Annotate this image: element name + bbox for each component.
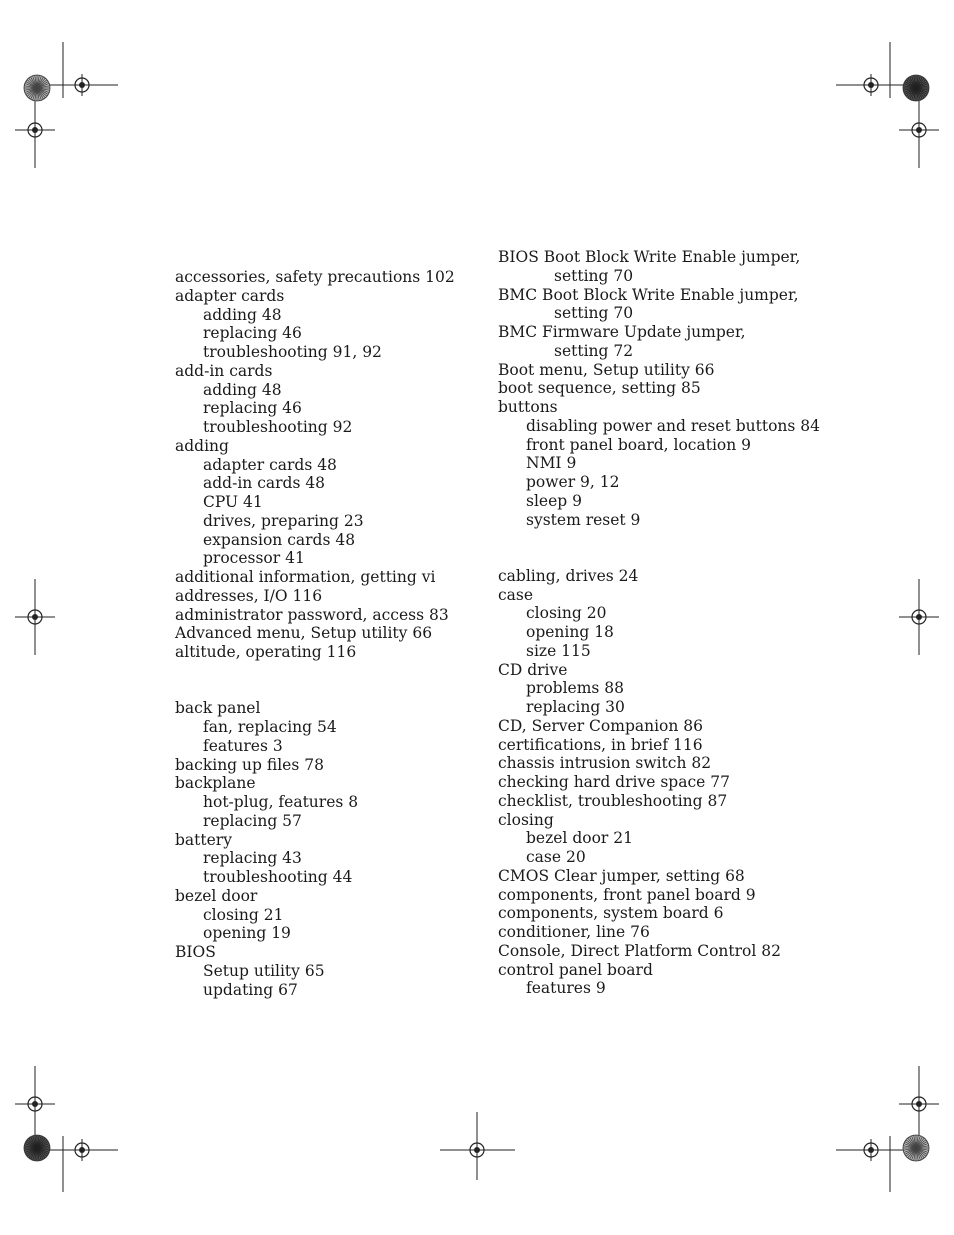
starburst-target-icon — [24, 75, 50, 101]
index-subentry: closing 21 — [203, 905, 284, 924]
index-subentry: replacing 30 — [526, 698, 625, 716]
index-entry: control panel board — [498, 960, 653, 979]
index-subentry: CPU 41 — [203, 493, 263, 511]
index-entry: certifications, in brief 116 — [498, 735, 703, 754]
index-subentry: Setup utility 65 — [203, 961, 325, 980]
index-entry: CD drive — [498, 660, 568, 679]
registration-mark-icon — [71, 1139, 93, 1161]
registration-mark-icon — [466, 1139, 488, 1161]
index-entry: altitude, operating 116 — [175, 643, 357, 661]
index-subentry: drives, preparing 23 — [203, 511, 364, 530]
index-subentry: troubleshooting 91, 92 — [203, 343, 382, 361]
index-entry: BMC Firmware Update jumper, — [498, 323, 746, 341]
registration-mark-icon — [24, 1093, 46, 1115]
index-subentry: closing 20 — [526, 604, 607, 623]
index-entry: closing — [498, 810, 554, 829]
index-subentry: opening 18 — [526, 623, 614, 641]
index-entry: backplane — [175, 774, 256, 793]
index-entry: CD, Server Companion 86 — [498, 716, 704, 735]
index-subentry: opening 19 — [203, 924, 291, 943]
index-column-left — [175, 268, 475, 999]
index-entry: add-in cards — [175, 361, 273, 380]
index-subentry: disabling power and reset buttons 84 — [526, 416, 820, 435]
index-entry: chassis intrusion switch 82 — [498, 754, 712, 773]
index-entry: checklist, troubleshooting 87 — [498, 791, 728, 810]
index-subentry: hot-plug, features 8 — [203, 793, 359, 811]
starburst-target-icon — [903, 1135, 929, 1161]
index-subentry: front panel board, location 9 — [526, 435, 751, 454]
registration-mark-icon — [908, 1093, 930, 1115]
registration-mark-icon — [24, 119, 46, 141]
index-subentry: replacing 57 — [203, 811, 302, 830]
index-subentry: expansion cards 48 — [203, 530, 356, 549]
index-subentry: size 115 — [526, 641, 591, 660]
index-subentry: adding 48 — [203, 305, 282, 324]
registration-mark-icon — [860, 1139, 882, 1161]
index-entry: cabling, drives 24 — [498, 566, 639, 585]
section-gap — [175, 662, 475, 700]
index-subentry: troubleshooting 44 — [203, 868, 353, 886]
index-subentry: power 9, 12 — [526, 473, 620, 491]
index-entry: conditioner, line 76 — [498, 923, 650, 941]
index-entry: accessories, safety precautions 102 — [175, 268, 455, 286]
index-subentry: add-in cards 48 — [203, 474, 326, 493]
index-entry: addresses, I/O 116 — [175, 586, 323, 605]
index-entry: CMOS Clear jumper, setting 68 — [498, 866, 745, 885]
index-entry: case — [498, 585, 534, 604]
index-subentry: setting 70 — [554, 266, 634, 285]
registration-mark-icon — [908, 119, 930, 141]
index-entry: Boot menu, Setup utility 66 — [498, 360, 715, 379]
index-subentry: replacing 46 — [203, 324, 302, 343]
index-subentry: setting 70 — [554, 304, 634, 323]
index-entry: Console, Direct Platform Control 82 — [498, 941, 781, 960]
starburst-target-dark-icon — [24, 1135, 50, 1161]
index-subentry: features 9 — [526, 979, 606, 998]
index-entry: bezel door — [175, 886, 258, 905]
registration-mark-icon — [860, 74, 882, 96]
index-entry: administrator password, access 83 — [175, 605, 449, 624]
index-subentry: updating 67 — [203, 980, 298, 999]
index-entry: boot sequence, setting 85 — [498, 379, 701, 398]
index-subentry: troubleshooting 92 — [203, 418, 353, 436]
index-subentry: sleep 9 — [526, 491, 582, 510]
index-subentry: problems 88 — [526, 679, 625, 698]
index-entry: components, front panel board 9 — [498, 885, 756, 904]
index-subentry: features 3 — [203, 736, 283, 755]
index-entry: components, system board 6 — [498, 904, 724, 923]
index-subentry: replacing 46 — [203, 399, 302, 418]
index-subentry: case 20 — [526, 848, 586, 866]
index-entry: backing up files 78 — [175, 755, 324, 774]
index-entry: battery — [175, 830, 232, 849]
index-entry: Advanced menu, Setup utility 66 — [175, 624, 433, 643]
starburst-target-dark-icon — [903, 75, 929, 101]
index-subentry: system reset 9 — [526, 510, 641, 529]
index-column-right — [498, 248, 818, 998]
registration-mark-icon — [71, 74, 93, 96]
registration-mark-icon — [24, 606, 46, 628]
index-subentry: processor 41 — [203, 549, 305, 568]
index-entry: adapter cards — [175, 286, 285, 305]
registration-mark-icon — [908, 606, 930, 628]
index-subentry: fan, replacing 54 — [203, 718, 337, 736]
index-subentry: adding 48 — [203, 380, 282, 399]
index-entry: buttons — [498, 398, 558, 416]
index-entry: BMC Boot Block Write Enable jumper, — [498, 285, 799, 304]
index-subentry: replacing 43 — [203, 849, 302, 868]
index-entry: back panel — [175, 699, 261, 718]
section-gap — [498, 529, 818, 567]
index-entry: BIOS Boot Block Write Enable jumper, — [498, 248, 801, 266]
index-subentry: NMI 9 — [526, 454, 577, 473]
index-entry: adding — [175, 436, 229, 455]
index-subentry: setting 72 — [554, 341, 634, 360]
index-subentry: adapter cards 48 — [203, 455, 337, 474]
index-entry: BIOS — [175, 943, 216, 961]
index-entry: additional information, getting vi — [175, 568, 436, 586]
index-entry: checking hard drive space 77 — [498, 773, 730, 791]
index-subentry: bezel door 21 — [526, 829, 633, 848]
